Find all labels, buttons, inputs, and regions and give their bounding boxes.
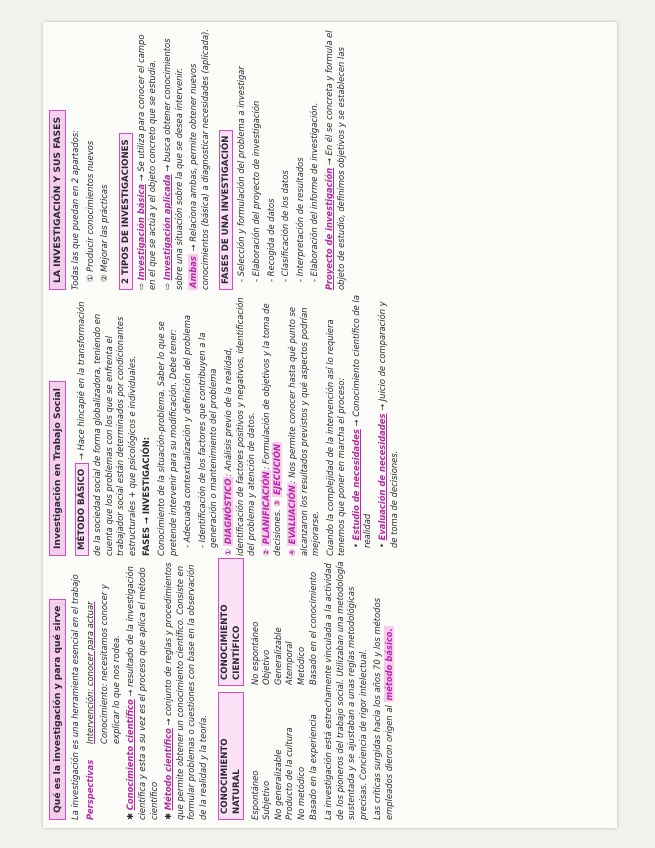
perspectives-block xyxy=(85,558,126,820)
natural-item: Basado en la experiencia xyxy=(307,714,318,820)
column-what-is-research xyxy=(43,558,617,820)
natural-item: Subjetivo xyxy=(261,780,272,820)
scientific-knowledge: ✱ Conocimiento científico → resultado de la investigación científica y esta a su vez es el proceso que aplica el método científico xyxy=(125,566,159,820)
scientific-item: Metódico xyxy=(295,646,306,685)
column-social-work-research xyxy=(43,294,617,556)
needs-study: • Estudio de necesidades → Conocimiento científico de la realidad xyxy=(350,295,373,548)
perspectives-label: Perspectivas xyxy=(84,759,95,820)
perspective-knowledge: Conocimiento: necesitamos conocer y explicar lo que nos rodea. xyxy=(99,584,121,744)
natural-knowledge-box: CONOCIMIENTO NATURAL xyxy=(218,692,244,820)
phases-heading: FASES → INVESTIGACIÓN: xyxy=(141,436,152,556)
both-research: Ambas → Relaciona ambas, permite obtener nuevos conocimientos (básica) a diagnosticar necesidades (aplicada). xyxy=(188,28,210,290)
phase-step: - Interpretación de resultados xyxy=(294,157,305,282)
comparison-table xyxy=(250,558,320,820)
column-research-phases xyxy=(43,28,617,290)
applied-research: ⇨ Investigación aplicada → busca obtener conocimientos sobre una situación sobre la que se desea intervenir. xyxy=(161,38,184,290)
scientific-item: Objetivo xyxy=(261,649,272,685)
scientific-item: Basado en el conocimiento xyxy=(307,571,318,685)
basic-research: ⇨ Investigación básica → Se utiliza para conocer el campo en el que se actúa y el objeto concreto que se estudia. xyxy=(135,34,158,290)
diagnosis: ① DIAGNÓSTICO: Análisis previo de la realidad, identificación de factores positivos y negativos, identificación del problema y atención de datos. xyxy=(222,297,257,556)
scientific-item: Atemporal xyxy=(284,641,295,685)
phase-item: - Identificación de los factores que contribuyen a la generación o mantenimiento del problema xyxy=(196,332,219,548)
scientific-item: Generalizable xyxy=(272,627,283,685)
intro-text: La investigación es una herramienta esencial en el trabajo xyxy=(70,574,80,820)
scientific-item: No espontáneo xyxy=(249,621,260,685)
natural-item: Producto de la cultura xyxy=(284,727,295,820)
section-title: Investigación en Trabajo Social xyxy=(49,381,66,556)
basic-method-box: MÉTODO BÁSICO xyxy=(75,463,89,556)
scientific-knowledge-box: CONOCIMIENTO CIENTÍFICO xyxy=(218,558,244,686)
phase-step: - Elaboración del informe de investigación. xyxy=(309,102,320,282)
arrow-right-icon: ⇨ xyxy=(135,282,146,290)
star-icon: ✱ xyxy=(163,812,174,820)
evaluation: ④ EVALUACIÓN: Nos permite conocer hasta qué punto se alcanzaron los resultados previstos y qué aspectos podrían mejorarse. xyxy=(286,306,321,556)
section-title: LA INVESTIGACIÓN Y SUS FASES xyxy=(49,110,66,290)
intro-text: Todas las que puedan en 2 apartados: xyxy=(70,130,80,290)
phase-item: - Adecuada contextualización y definición del problema xyxy=(182,315,193,548)
notebook-page xyxy=(43,22,617,828)
phase-step: - Elaboración del proyecto de investigación xyxy=(250,100,261,282)
planning: ② PLANIFICACIÓN: Formulación de objetivos y la toma de decisiones. ③ EJECUCIÓN xyxy=(260,303,283,556)
history-text: La investigación está estrechamente vinculada a la actividad de los pioneros del trabajo social. Utilizaban una metodología sustentada y se ajustaban a unas reglas metodológicas precisas. Conciencia de rigor intelectual. xyxy=(323,561,368,820)
phases-text: Conocimiento de la situación-problema. Saber lo que se pretende intervenir para su modificación. Debe tener: xyxy=(155,321,178,556)
goal-item: ② Mejorar las prácticas xyxy=(99,184,110,282)
rotated-content xyxy=(43,22,617,828)
project-text: Proyecto de investigación → En él se concreta y formula el objeto de estudio, definimos objetivos y se establecen las xyxy=(323,30,346,290)
perspective-intervention: Intervención: conocer para actuar xyxy=(84,601,95,744)
basic-method: MÉTODO BÁSICO → Hace hincapié en la transformación de la sociedad social de forma globalizadora, teniendo en cuenta que los problemas con los que se enfrenta el trabajador social están determinados por condicionantes estructurales + que psicológicos e individuales. xyxy=(76,301,137,556)
basic-method-highlight: método básico. xyxy=(384,628,395,701)
natural-item: No generalizable xyxy=(272,749,283,820)
types-box: 2 TIPOS DE INVESTIGACIONES xyxy=(119,133,133,290)
origins-text: Las críticas surgidas hacia los años 70 y los métodos empleados dieron origen al método básico. xyxy=(372,598,395,820)
phases-box: FASES DE UNA INVESTIGACIÓN xyxy=(219,130,233,290)
scientific-method: ✱ Método científico → conjunto de reglas y procedimientos que permite obtener un conocimiento científico. Consiste en formular problemas o cuestiones con base en la observación de la realidad y la teoría. xyxy=(163,562,208,820)
comparison-headers xyxy=(213,558,247,820)
complexity-text: Cuando la complejidad de la intervención así lo requiera tenemos que poner en marcha el proceso: xyxy=(324,319,347,556)
goal-item: ① Producir conocimientos nuevos xyxy=(84,140,95,282)
star-icon: ✱ xyxy=(125,812,136,820)
needs-evaluation: • Evaluación de necesidades → Juicio de comparación y de toma de decisiones. xyxy=(377,301,399,548)
natural-item: Espontáneo xyxy=(249,770,260,820)
phase-step: - Recogida de datos xyxy=(265,198,276,282)
natural-item: No metódico xyxy=(295,766,306,820)
arrow-right-icon: ⇨ xyxy=(161,282,172,290)
phase-step: - Selección y formulación del problema a investigar xyxy=(236,66,247,282)
phase-step: - Clasificación de los datos xyxy=(280,170,291,282)
section-title: Qué es la investigación y para qué sirve xyxy=(49,599,66,820)
